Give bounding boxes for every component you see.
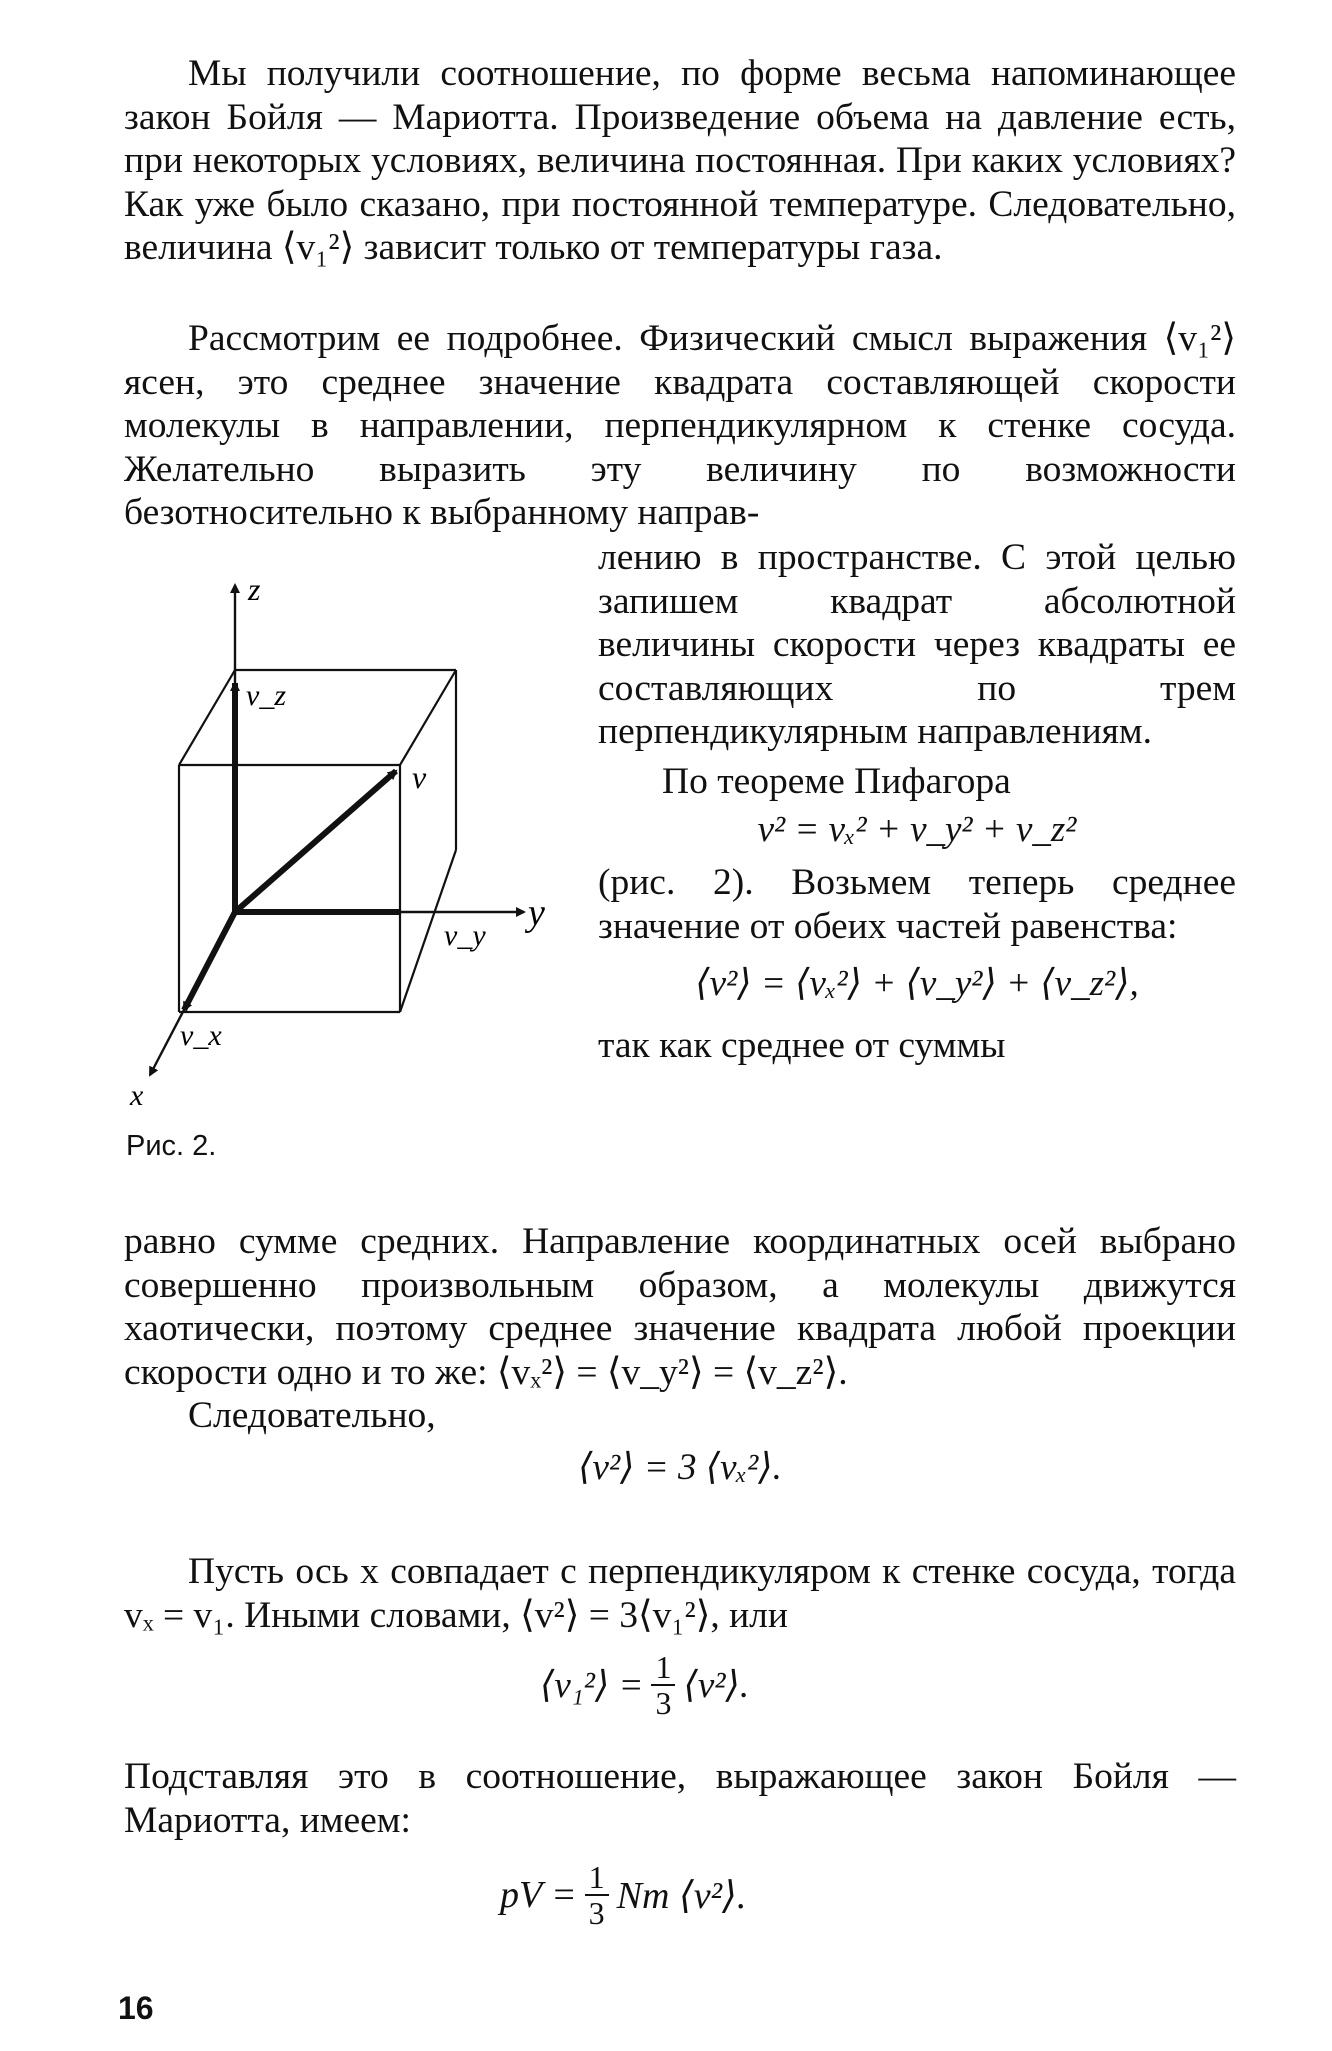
paragraph-2-top: Рассмотрим ее подробнее. Физический смысл выражения ⟨v₁²⟩ ясен, это среднее значение квадрата составляющей скорости молекулы в направлении, перпендикулярном к стенке сосуда. Желательно выразить эту величину по возможности безотносительно к выбранному направ- [124,318,1236,534]
label-vy: v_y [444,919,486,952]
paragraph-5: Подставляя это в соотношение, выражающее закон Бойля — Мариотта, имеем: [124,1756,1236,1841]
label-y: y [528,892,545,934]
paragraph-3: равно сумме средних. Направление координатных осей выбрано совершенно произвольным образом, а молекулы движутся хаотически, поэтому среднее значение квадрата любой проекции скорости одно и то же: ⟨vₓ²⟩ = ⟨v_y²⟩ = ⟨v_z²⟩. Следовательно, ⟨v²⟩ = 3 ⟨vₓ²⟩. [124,1221,1236,1488]
label-v: v [412,759,427,795]
formula-averages: ⟨v²⟩ = ⟨vₓ²⟩ + ⟨v_y²⟩ + ⟨v_z²⟩, [695,963,1139,1005]
paragraph-1: Мы получили соотношение, по форме весьма напоминающее закон Бойля — Мариотта. Произведение объема на давление есть, при некоторых условиях, величина постоянная. При каких условиях? Как уже было сказано, при постоянной температуре. Следовательно, величина ⟨v₁²⟩ зависит только от температуры газа. [124,53,1236,269]
vx-vector [184,912,235,1010]
label-z: z [248,575,261,607]
formula-v1-squared: ⟨v₁²⟩ = $\frac{1}{3}$ ⟨v²⟩. [540,1649,750,1721]
velocity-vectors [184,683,400,1010]
formula-boyle-mariotte: pV = $\frac{1}{3}$ Nm ⟨v²⟩. [500,1859,747,1931]
figure-caption: Рис. 2. [126,1130,217,1162]
label-vx: v_x [180,1019,222,1052]
paragraph-4: Пусть ось x совпадает с перпендикуляром к стенке сосуда, тогда vₓ = v₁. Иными словами, ⟨v²⟩ = 3⟨v₁²⟩, или [124,1551,1236,1636]
figure-velocity-components [128,575,548,1120]
formula-three-vx: ⟨v²⟩ = 3 ⟨vₓ²⟩. [578,1446,782,1488]
right-column-text-1: лению в пространстве. С этой целью запишем квадрат абсолютной величины скорости через квадраты ее составляющих по трем перпендикулярным направлениям. По теореме Пифагора v² = vₓ² + v_y² + v_z² (рис. 2). Возьмем теперь среднее значение от обеих частей равенства: ⟨v²⟩ = ⟨vₓ²⟩ + ⟨v_y²⟩ + ⟨v_z²⟩, так как среднее от суммы [598,537,1236,1066]
fraction-one-third: $\frac{1}{3}$ [651,1650,675,1720]
label-vz: v_z [246,679,286,712]
label-x: x [130,1079,144,1112]
v-vector [235,771,396,912]
velocity-cube-diagram [128,575,548,1115]
page-number: 16 [118,1990,154,2026]
axes [150,585,524,1075]
formula-pythagoras: v² = vₓ² + v_y² + v_z² [757,808,1077,850]
fraction-one-third-2: $\frac{1}{3}$ [585,1860,609,1930]
